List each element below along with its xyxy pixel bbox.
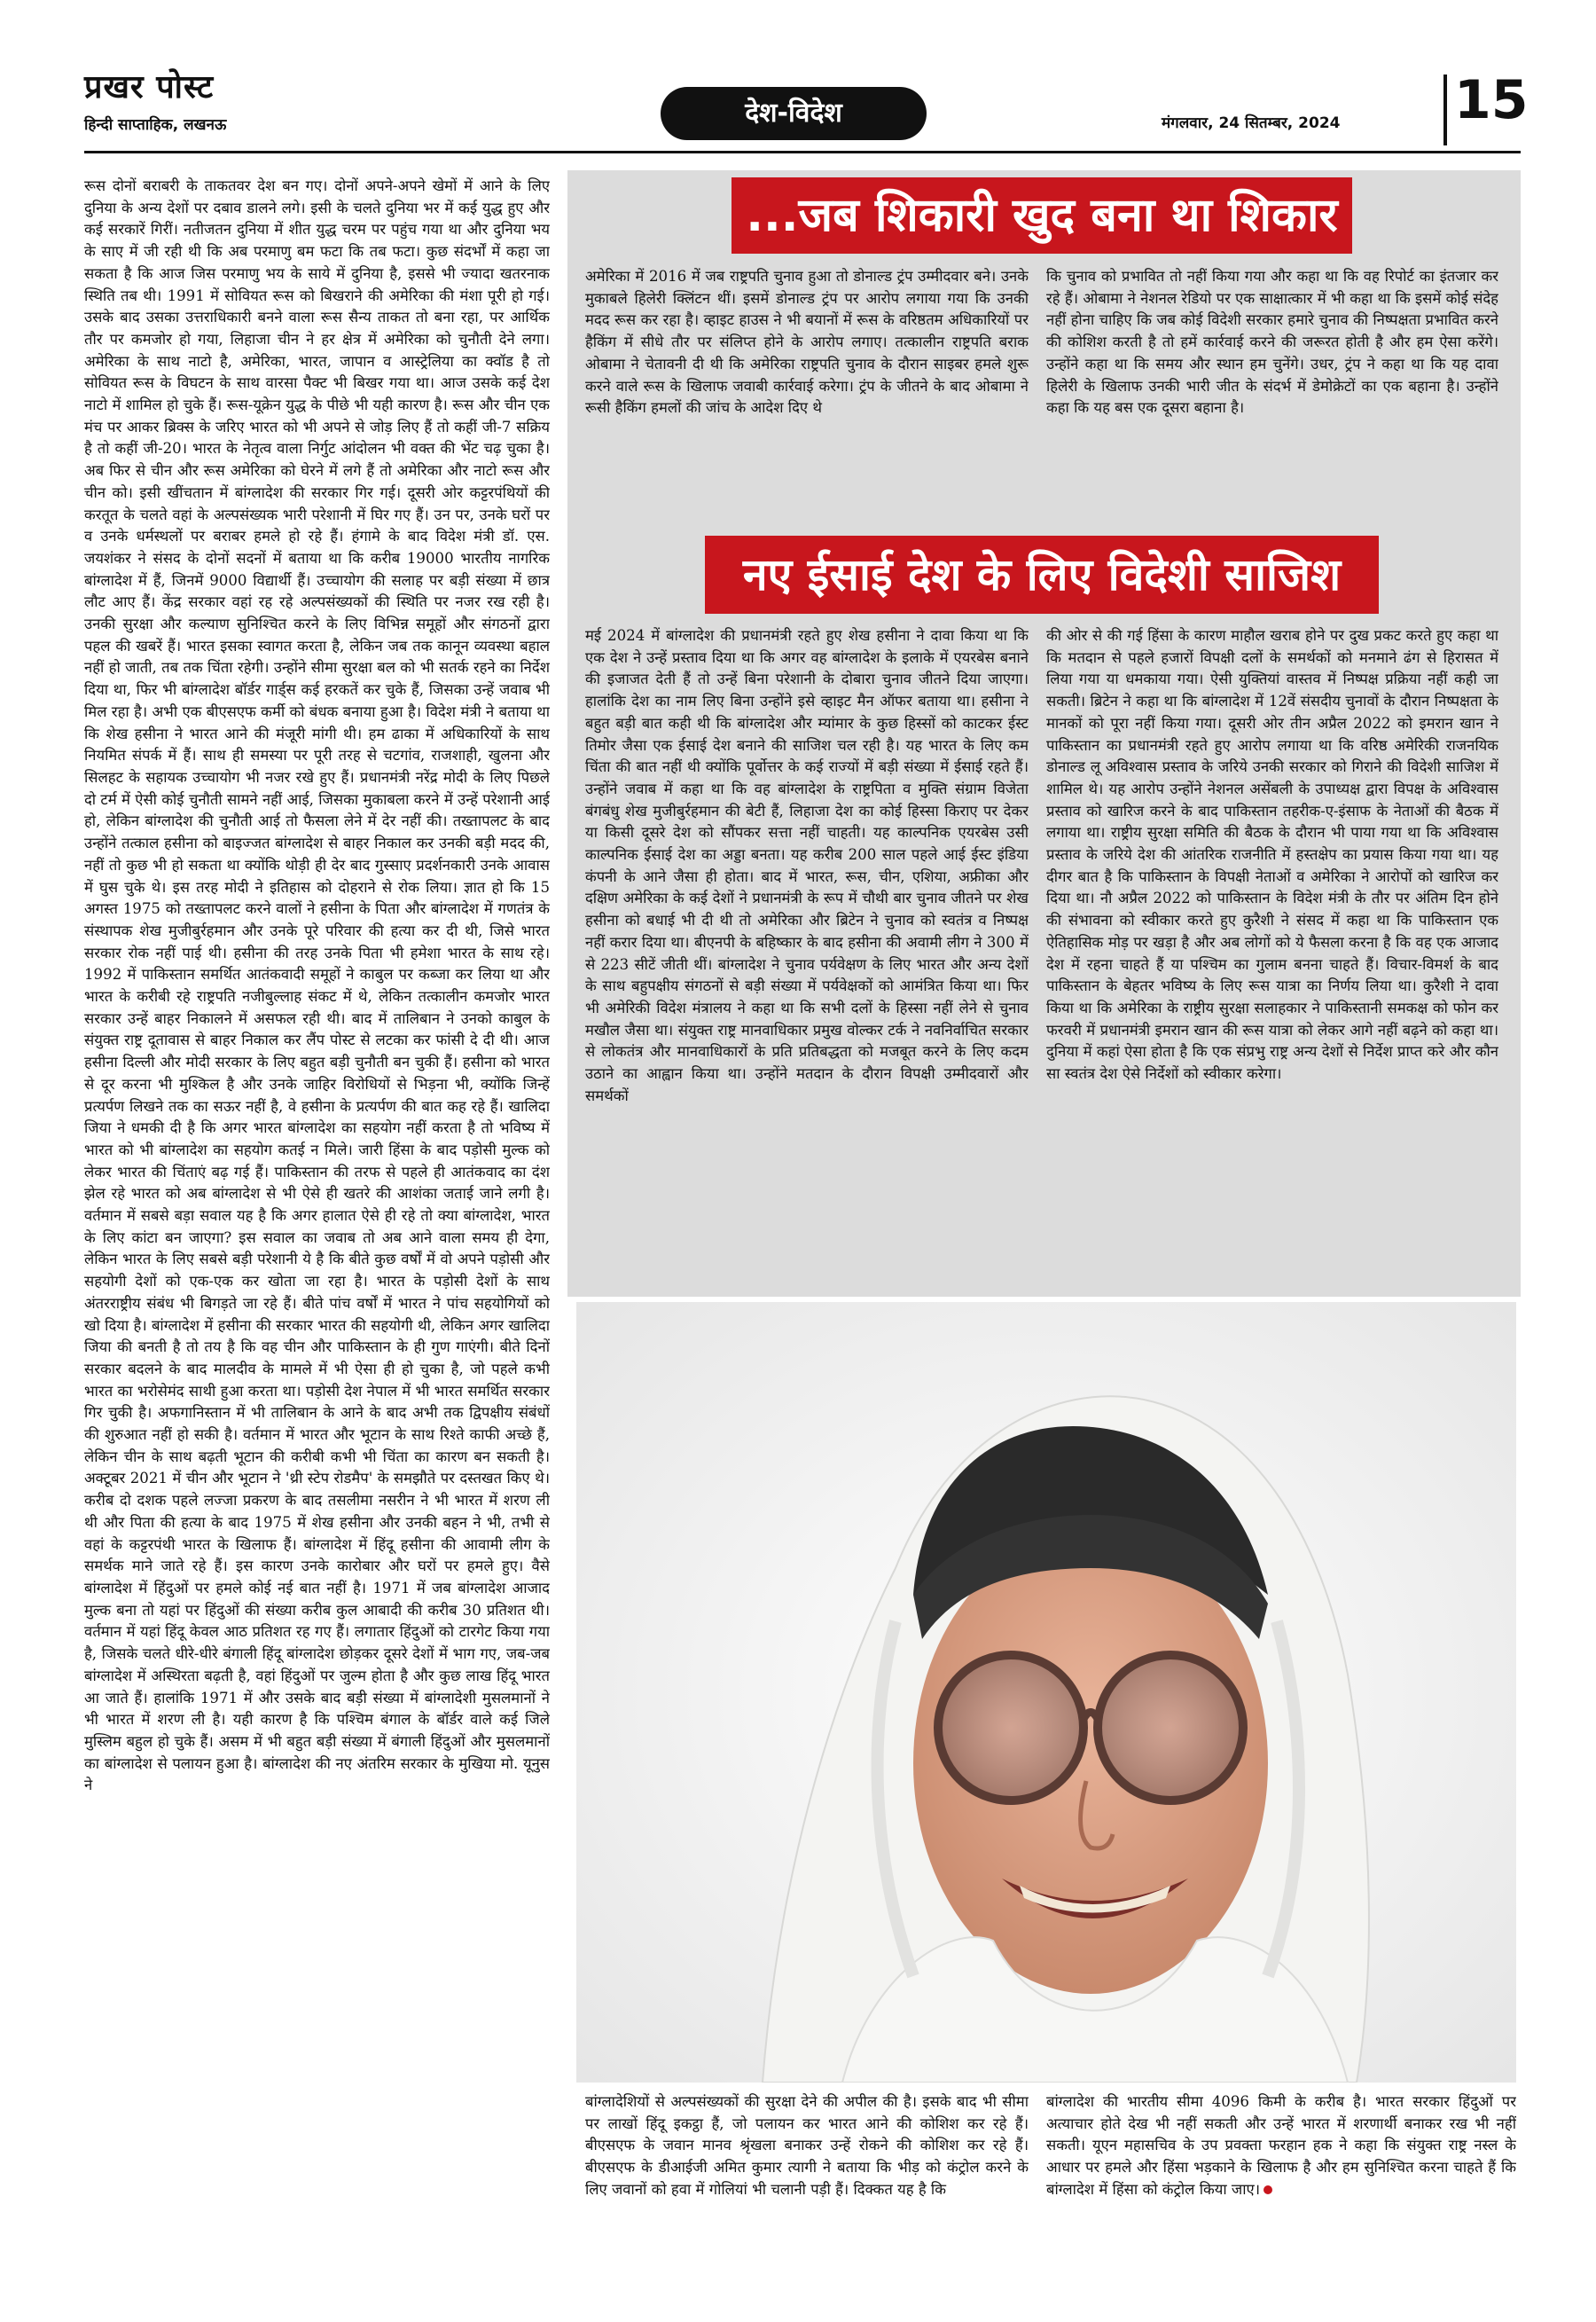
newspaper-logo: प्रखर पोस्ट bbox=[84, 69, 215, 106]
page-number: 15 bbox=[1454, 69, 1529, 131]
left-column-text: रूस दोनों बराबरी के ताकतवर देश बन गए। दोनों अपने-अपने खेमों में आने के लिए दुनिया के अन्य देशों पर दबाव डालने लगे। इसी के चलते दुनिया भर में कई युद्ध हुए और कई सरकारें गिरीं। नतीजतन दुनिया में शीत युद्ध चरम पर पहुंच गया था और दुनिया भय के साए में जी रही थी कि अब परमाणु बम फटा कि तब फटा। कुछ संदर्भों में कहा जा सकता है कि आज जिस परमाणु भय के साये में दुनिया है, इससे भी ज्यादा खतरनाक स्थिति तब थी। 1991 में सोवियत रूस को बिखराने की अमेरिका की मंशा पूरी हो गई। उसके बाद उसका उत्तराधिकारी बनने वाला रूस सैन्य ताकत तो बना रहा, पर आर्थिक तौर पर कमजोर हो गया, लिहाजा चीन ने हर क्षेत्र में अमेरिका को चुनौती देने लगा। अमेरिका के साथ नाटो है, अमेरिका, भारत, जापान व आस्ट्रेलिया का क्वॉड है तो सोवियत रूस के विघटन के साथ वारसा पैक्ट भी बिखर गया था। आज उसके कई देश नाटो में शामिल हो चुके हैं। रूस-यूक्रेन युद्ध के पीछे भी यही कारण है। रूस और चीन एक मंच पर आकर ब्रिक्स के जरिए भारत को भी अपने से जोड़ लिए हैं तो कहीं जी-7 सक्रिय है तो कहीं जी-20। भारत के नेतृत्व वाला निर्गुट आंदोलन भी वक्त की भेंट चढ़ चुका है। अब फिर से चीन और रूस अमेरिका को घेरने में लगे हैं तो अमेरिका और नाटो रूस और चीन को। इसी खींचतान में बांग्लादेश की सरकार गिर गई। दूसरी ओर कट्टरपंथियों की करतूत के चलते वहां के अल्पसंख्यक भारी परेशानी में घिर गए हैं। उन पर, उनके घरों पर व उनके धर्मस्थलों पर बराबर हमले हो रहे हैं। हंगामे के बाद विदेश मंत्री डॉ. एस. जयशंकर ने संसद के दोनों सदनों में बताया था कि करीब 19000 भारतीय नागरिक बांग्लादेश में हैं, जिनमें 9000 विद्यार्थी हैं। उच्चायोग की सलाह पर बड़ी संख्या में छात्र लौट आए हैं। केंद्र सरकार वहां रह रहे अल्पसंख्यकों की स्थिति पर नजर रख रही है। उनकी सुरक्षा और कल्याण सुनिश्चित करने के लिए विभिन्न समूहों और संगठनों द्वारा पहल की खबरें हैं। भारत इसका स्वागत करता है, लेकिन जब तक कानून व्यवस्था बहाल नहीं हो जाती, तब तक चिंता रहेगी। उन्होंने सीमा सुरक्षा बल को भी सतर्क रहने का निर्देश दिया था, फिर भी बांग्लादेश बॉर्डर गार्ड्स कई हरकतें कर चुके हैं, जिसका उन्हें जवाब भी मिल रहा है। अभी एक बीएसएफ कर्मी को बंधक बनाया हुआ है। विदेश मंत्री ने बताया था कि शेख हसीना ने भारत आने की मंजूरी मांगी थी। हम ढाका में अधिकारियों के साथ नियमित संपर्क में हैं। साथ ही समस्या पर पूरी तरह से चटगांव, राजशाही, खुलना और सिलहट के सहायक उच्चायोग भी नजर रखे हुए हैं। प्रधानमंत्री नरेंद्र मोदी के लिए पिछले दो टर्म में ऐसी कोई चुनौती सामने नहीं आई, जिसका मुकाबला करने में उन्हें परेशानी आई हो, लेकिन बांग्लादेश की चुनौती आई तो फैसला लेने में देर नहीं की। तख्तापलट के बाद उन्होंने तत्काल हसीना को बाइज्जत बांग्लादेश से बाहर निकाल कर उनकी बड़ी मदद की, नहीं तो कुछ भी हो सकता था क्योंकि थोड़ी ही देर बाद गुस्साए प्रदर्शनकारी उनके आवास में घुस चुके थे। इस तरह मोदी ने इतिहास को दोहराने से रोक लिया। ज्ञात हो कि 15 अगस्त 1975 को तख्तापलट करने वालों ने हसीना के पिता और बांग्लादेश में गणतंत्र के संस्थापक शेख मुजीबुर्रहमान और उनके पूरे परिवार की हत्या कर दी थी, जिसे भारत सरकार रोक नहीं पाई थी। हसीना की तरह उनके पिता भी हमेशा भारत के साथ रहे। 1992 में पाकिस्तान समर्थित आतंकवादी समूहों ने काबुल पर कब्जा कर लिया था और भारत के करीबी रहे राष्ट्रपति नजीबुल्लाह संकट में थे, लेकिन तत्कालीन कमजोर भारत सरकार उन्हें बाहर निकालने में असफल रही थी। बाद में तालिबान ने उनको काबुल के संयुक्त राष्ट्र दूतावास से बाहर निकाल कर लैंप पोस्ट से लटका कर फांसी दे दी थी। आज हसीना दिल्ली और मोदी सरकार के लिए बहुत बड़ी चुनौती बन चुकी हैं। हसीना को भारत से दूर करना भी मुश्किल है और उनके जाहिर विरोधियों से भिड़ना भी, क्योंकि जिन्हें प्रत्यर्पण लिखने तक का सऊर नहीं है, वे हसीना के प्रत्यर्पण की बात कह रहे हैं। खालिदा जिया ने धमकी दी है कि अगर भारत बांग्लादेश का सहयोग नहीं करता है तो भविष्य में भारत को भी बांग्लादेश का सहयोग कतई न मिले। जारी हिंसा के बाद पड़ोसी मुल्क को लेकर भारत की चिंताएं बढ़ गई हैं। पाकिस्तान की तरफ से पहले ही आतंकवाद का दंश झेल रहे भारत को अब बांग्लादेश से भी ऐसे ही खतरे की आशंका जताई जाने लगी है। वर्तमान में सबसे बड़ा सवाल यह है कि अगर हालात ऐसे ही रहे तो क्या बांग्लादेश, भारत के लिए कांटा बन जाएगा? इस सवाल का जवाब तो अब आने वाला समय ही देगा, लेकिन भारत के लिए सबसे बड़ी परेशानी ये है कि बीते कुछ वर्षों में वो अपने पड़ोसी और सहयोगी देशों को एक-एक कर खोता जा रहा है। भारत के पड़ोसी देशों के साथ अंतरराष्ट्रीय संबंध भी बिगड़ते जा रहे हैं। बीते पांच वर्षों में भारत ने पांच सहयोगियों को खो दिया है। बांग्लादेश में हसीना की सरकार भारत की सहयोगी थी, लेकिन अगर खालिदा जिया की बनती है तो तय है कि वह चीन और पाकिस्तान के ही गुण गाएंगी। बीते दिनों सरकार बदलने के बाद मालदीव के मामले में भी ऐसा ही हो चुका है, जो पहले कभी भारत का भरोसेमंद साथी हुआ करता था। पड़ोसी देश नेपाल में भी भारत समर्थित सरकार गिर चुकी है। अफगानिस्तान में भी तालिबान के आने के बाद अभी तक द्विपक्षीय संबंधों की शुरुआत नहीं हो सकी है। वर्तमान में भारत और भूटान के साथ रिश्ते काफी अच्छे हैं, लेकिन चीन के साथ बढ़ती भूटान की करीबी कभी भी चिंता का कारण बन सकती है। अक्टूबर 2021 में चीन और भूटान ने 'थ्री स्टेप रोडमैप' के समझौते पर दस्तखत किए थे। करीब दो दशक पहले लज्जा प्रकरण के बाद तसलीमा नसरीन ने भी भारत में शरण ली थी और पिता की हत्या के बाद 1975 में शेख हसीना और उनकी बहन ने भी, तभी से वहां के कट्टरपंथी भारत के खिलाफ हैं। बांग्लादेश में हिंदू हसीना की आवामी लीग के समर्थक माने जाते रहे हैं। इस कारण उनके कारोबार और घरों पर हमले हुए। वैसे बांग्लादेश में हिंदुओं पर हमले कोई नई बात नहीं है। 1971 में जब बांग्लादेश आजाद मुल्क बना तो यहां पर हिंदुओं की संख्या करीब कुल आबादी की करीब 30 प्रतिशत थी। वर्तमान में यहां हिंदू केवल आठ प्रतिशत रह गए हैं। लगातार हिंदुओं को टारगेट किया गया है, जिसके चलते धीरे-धीरे बंगाली हिंदू बांग्लादेश छोड़कर दूसरे देशों में भाग गए, जब-जब बांग्लादेश में अस्थिरता बढ़ती है, वहां हिंदुओं पर जुल्म होता है और कुछ लाख हिंदू भारत आ जाते हैं। हालांकि 1971 में और उसके बाद बड़ी संख्या में बांग्लादेशी मुसलमानों ने भी भारत में शरण ली है। यही कारण है कि पश्चिम बंगाल के बॉर्डर वाले कई जिले मुस्लिम बहुल हो चुके हैं। असम में भी बहुत बड़ी संख्या में बंगाली हिंदुओं और मुसलमानों का बांग्लादेश से पलायन हुआ है। बांग्लादेश की नए अंतरिम सरकार के मुखिया मो. यूनुस ने bbox=[84, 177, 550, 1794]
masthead bbox=[0, 0, 1596, 169]
article1-column-right bbox=[1046, 266, 1498, 532]
page-number-divider bbox=[1443, 75, 1447, 145]
bottom-column-left bbox=[585, 2091, 1029, 2282]
section-tag: देश-विदेश bbox=[661, 87, 927, 140]
portrait-illustration bbox=[576, 1302, 1516, 2083]
news-photo bbox=[576, 1302, 1516, 2083]
article2-right-text: की ओर से की गई हिंसा के कारण माहौल खराब होने पर दुख प्रकट करते हुए कहा था कि मतदान से पहले हजारों विपक्षी दलों के समर्थकों को मनमाने ढंग से हिरासत में लिया गया या धमकाया गया। ऐसी युक्तियां वास्तव में निष्पक्ष प्रक्रिया नहीं कही जा सकती। ब्रिटेन ने कहा था कि बांग्लादेश में 12वें संसदीय चुनावों के दौरान निष्पक्षता के मानकों को पूरा नहीं किया गया। दूसरी ओर तीन अप्रैल 2022 को इमरान खान ने पाकिस्तान का प्रधानमंत्री रहते हुए आरोप लगाया था कि वरिष्ठ अमेरिकी राजनयिक डोनाल्ड लू अविश्वास प्रस्ताव के जरिये उनकी सरकार को गिराने की विदेशी साजिश में शामिल थे। यह आरोप उन्होंने नेशनल असेंबली के उपाध्यक्ष द्वारा विपक्ष के अविश्वास प्रस्ताव को खारिज करने के बाद पाकिस्तान तहरीक-ए-इंसाफ के नेताओं की बैठक में लगाया था। राष्ट्रीय सुरक्षा समिति की बैठक के दौरान भी पाया गया था कि अविश्वास प्रस्ताव के जरिये देश की आंतरिक राजनीति में हस्तक्षेप का प्रयास किया गया था। यह दीगर बात है कि पाकिस्तान के विपक्षी नेताओं व अमेरिका ने आरोपों को खारिज कर दिया था। नौ अप्रैल 2022 को पाकिस्तान के विदेश मंत्री के तौर पर अंतिम दिन होने की संभावना को स्वीकार करते हुए कुरैशी ने संसद में कहा था कि पाकिस्तान एक ऐतिहासिक मोड़ पर खड़ा है और अब लोगों को ये फैसला करना है कि वह एक आजाद देश में रहना चाहते हैं या पश्चिम का गुलाम बनना चाहते हैं। विचार-विमर्श के बाद पाकिस्तान के बेहतर भविष्य के लिए रूस यात्रा का निर्णय लिया था। कुरैशी ने दावा किया था कि अमेरिका के राष्ट्रीय सुरक्षा सलाहकार ने पाकिस्तानी समकक्ष को फोन कर फरवरी में प्रधानमंत्री इमरान खान की रूस यात्रा को लेकर आगे नहीं बढ़ने को कहा था। दुनिया में कहां ऐसा होता है कि एक संप्रभु राष्ट्र अन्य देशों से निर्देश प्राप्त करे और कौन सा स्वतंत्र देश ऐसे निर्देशों को स्वीकार करेगा। bbox=[1046, 627, 1498, 1083]
left-column-article bbox=[84, 176, 550, 2136]
end-of-article-icon bbox=[1264, 2185, 1272, 2194]
article2-column-left bbox=[585, 625, 1029, 1290]
header-rule bbox=[84, 151, 1521, 153]
issue-date: मंगलवार, 24 सितम्बर, 2024 bbox=[1162, 114, 1341, 132]
article2-headline: नए ईसाई देश के लिए विदेशी साजिश bbox=[705, 536, 1379, 614]
article2-column-right bbox=[1046, 625, 1498, 1290]
article1-headline: ...जब शिकारी खुद बना था शिकार bbox=[732, 177, 1352, 254]
article1-column-left bbox=[585, 266, 1029, 532]
article2-left-text: मई 2024 में बांग्लादेश की प्रधानमंत्री रहते हुए शेख हसीना ने दावा किया था कि एक देश ने उन्हें प्रस्ताव दिया था कि अगर वह बांग्लादेश के इलाके में एयरबेस बनाने की इजाजत देती हैं तो उन्हें बिना परेशानी के दोबारा चुनाव जीतने दिया जाएगा। हालांकि देश का नाम लिए बिना उन्होंने इसे व्हाइट मैन ऑफर बताया था। हसीना ने बहुत बड़ी बात कही थी कि बांग्लादेश और म्यांमार के कुछ हिस्सों को काटकर ईस्ट तिमोर जैसा एक ईसाई देश बनाने की साजिश चल रही है। यह भारत के लिए कम चिंता की बात नहीं थी क्योंकि पूर्वोत्तर के कई राज्यों में बड़ी संख्या में ईसाई रहते हैं। उन्होंने जवाब में कहा था कि वह बांग्लादेश के राष्ट्रपिता व मुक्ति संग्राम विजेता बंगबंधु शेख मुजीबुर्रहमान की बेटी हैं, लिहाजा देश का कोई हिस्सा किराए पर देकर या किसी दूसरे देश को सौंपकर सत्ता नहीं चाहती। यह काल्पनिक एयरबेस उसी काल्पनिक ईसाई देश का अड्डा बनता। यह करीब 200 साल पहले आई ईस्ट इंडिया कंपनी के आने जैसा ही होता। बाद में भारत, रूस, चीन, एशिया, अफ्रीका और दक्षिण अमेरिका के कई देशों ने प्रधानमंत्री के रूप में चौथी बार चुनाव जीतने पर शेख हसीना को बधाई भी दी थी तो अमेरिका और ब्रिटेन ने चुनाव को स्वतंत्र व निष्पक्ष नहीं करार दिया था। बीएनपी के बहिष्कार के बाद हसीना की अवामी लीग ने 300 में से 223 सीटें जीती थीं। बांग्लादेश ने चुनाव पर्यवेक्षण के लिए भारत और अन्य देशों के साथ बहुपक्षीय संगठनों से बड़ी संख्या में पर्यवेक्षकों को आमंत्रित किया था। फिर भी अमेरिकी विदेश मंत्रालय ने कहा था कि सभी दलों के हिस्सा नहीं लेने से चुनाव मखौल जैसा था। संयुक्त राष्ट्र मानवाधिकार प्रमुख वोल्कर टर्क ने नवनिर्वाचित सरकार से लोकतंत्र और मानवाधिकारों के प्रति प्रतिबद्धता को मजबूत करने के लिए कदम उठाने का आह्वान किया था। उन्होंने मतदान के दौरान विपक्षी उम्मीदवारों और समर्थकों bbox=[585, 627, 1029, 1104]
newspaper-subtitle: हिन्दी साप्ताहिक, लखनऊ bbox=[84, 116, 227, 134]
article1-left-text: अमेरिका में 2016 में जब राष्ट्रपति चुनाव हुआ तो डोनाल्ड ट्रंप उम्मीदवार बने। उनके मुकाबले हिलेरी क्लिंटन थीं। इसमें डोनाल्ड ट्रंप पर आरोप लगाया गया कि उनकी मदद रूस कर रहा है। व्हाइट हाउस ने भी बयानों में रूस के वरिष्ठतम अधिकारियों पर हैकिंग में सीधे तौर पर संलिप्त होने के आरोप लगाए। तत्कालीन राष्ट्रपति बराक ओबामा ने चेतावनी दी थी कि अमेरिका राष्ट्रपति चुनाव के दौरान साइबर हमले शुरू करने वाले रूस के खिलाफ जवाबी कार्रवाई करेगा। ट्रंप के जीतने के बाद ओबामा ने रूसी हैकिंग हमलों की जांच के आदेश दिए थे bbox=[585, 268, 1029, 417]
article1-right-text: कि चुनाव को प्रभावित तो नहीं किया गया और कहा था कि वह रिपोर्ट का इंतजार कर रहे हैं। ओबामा ने नेशनल रेडियो पर एक साक्षात्कार में भी कहा था कि इसमें कोई संदेह नहीं होना चाहिए कि जब कोई विदेशी सरकार हमारे चुनाव की निष्पक्षता प्रभावित करने की कोशिश करती है तो हमें कार्रवाई करने की जरूरत होती है और हम ऐसा करेंगे। उन्होंने कहा था कि समय और स्थान हम चुनेंगे। उधर, ट्रंप ने कहा था कि यह दावा हिलेरी के खिलाफ उनकी भारी जीत के संदर्भ में डेमोक्रेटों का एक बहाना है। उन्होंने कहा कि यह बस एक दूसरा बहाना है। bbox=[1046, 268, 1498, 417]
bottom-column-right bbox=[1046, 2091, 1516, 2282]
bottom-left-text: बांग्लादेशियों से अल्पसंख्यकों की सुरक्षा देने की अपील की है। इसके बाद भी सीमा पर लाखों हिंदू इकट्ठा हैं, जो पलायन कर भारत आने की कोशिश कर रहे हैं। बीएसएफ के जवान मानव श्रृंखला बनाकर उन्हें रोकने की कोशिश कर रहे हैं। बीएसएफ के डीआईजी अमित कुमार त्यागी ने बताया कि भीड़ को कंट्रोल करने के लिए जवानों को हवा में गोलियां भी चलानी पड़ी हैं। दिक्कत यह है कि bbox=[585, 2093, 1029, 2198]
bottom-right-text: बांग्लादेश की भारतीय सीमा 4096 किमी के करीब है। भारत सरकार हिंदुओं पर अत्याचार होते देख भी नहीं सकती और उन्हें भारत में शरणार्थी बनाकर रख भी नहीं सकती। यूएन महासचिव के उप प्रवक्ता फरहान हक ने कहा कि संयुक्त राष्ट्र नस्ल के आधार पर हमले और हिंसा भड़काने के खिलाफ है और हम सुनिश्चित करना चाहते हैं कि बांग्लादेश में हिंसा को कंट्रोल किया जाए। bbox=[1046, 2093, 1516, 2198]
